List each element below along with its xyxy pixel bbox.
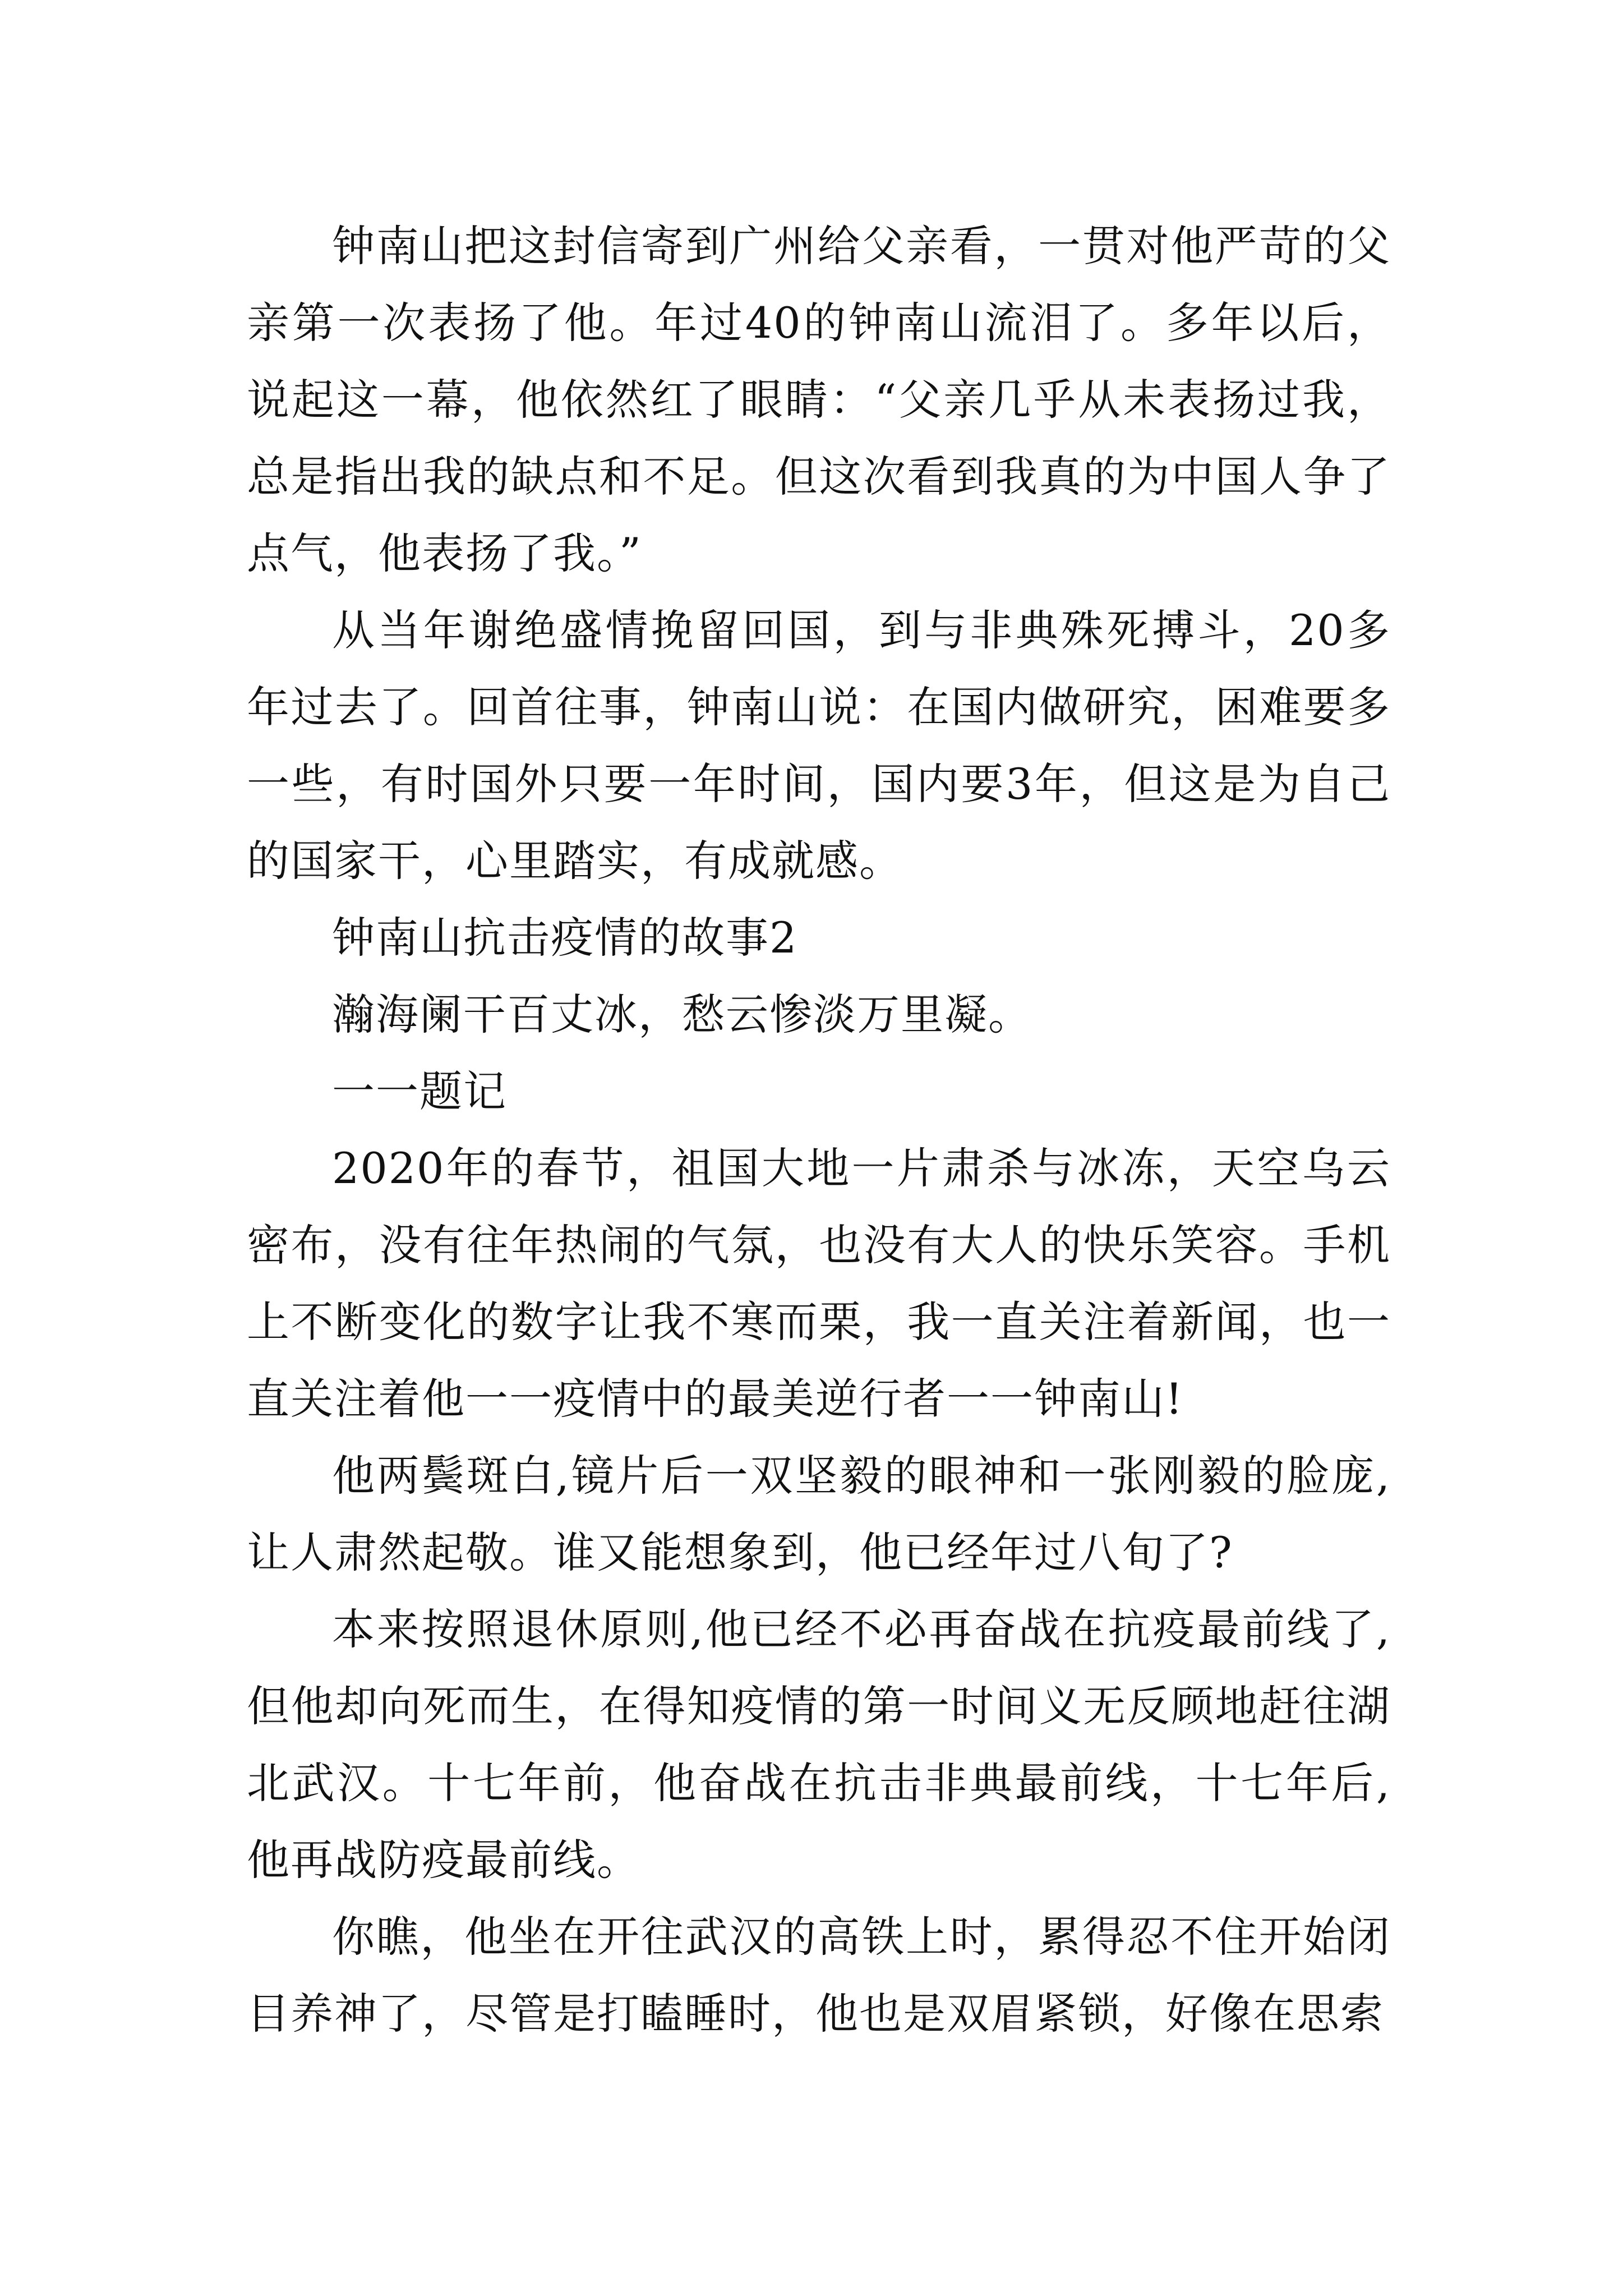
paragraph-letter-to-father: 钟南山把这封信寄到广州给父亲看，一贯对他严苛的父亲第一次表扬了他。年过40的钟南山流泪了。多年以后，说起这一幕，他依然红了眼睛：“父亲几乎从未表扬过我，总是指出我的缺点和不足。但这次看到我真的为中国人争了点气，他表扬了我。” (247, 221, 1391, 578)
paragraph-high-speed-train: 你瞧，他坐在开往武汉的高铁上时，累得忍不住开始闭目养神了，尽管是打瞌睡时，他也是双眉紧锁，好像在思索 (247, 1912, 1391, 2039)
document-body (247, 208, 1391, 2052)
epigraph-verse: 瀚海阑干百丈冰，愁云惨淡万里凝。 (332, 990, 1032, 1039)
paragraph-returning-home: 从当年谢绝盛情挽留回国，到与非典殊死搏斗，20多年过去了。回首往事，钟南山说：在国内做研究，困难要多一些，有时国外只要一年时间，国内要3年，但这是为自己的国家干，心里踏实，有成就感。 (247, 605, 1391, 886)
paragraph-spring-festival: 2020年的春节，祖国大地一片肃杀与冰冻，天空乌云密布，没有往年热闹的气氛，也没有大人的快乐笑容。手机上不断变化的数字让我不寒而栗，我一直关注着新闻，也一直关注着他一一疫情中的最美逆行者一一钟南山! (247, 1143, 1391, 1424)
paragraph-appearance: 他两鬓斑白,镜片后一双坚毅的眼神和一张刚毅的脸庞,让人肃然起敬。谁又能想象到，他已经年过八旬了? (247, 1451, 1391, 1577)
epigraph-attribution: 一一题记 (332, 1066, 507, 1116)
paragraph-front-line: 本来按照退休原则,他已经不必再奋战在抗疫最前线了,但他却向死而生，在得知疫情的第一时间义无反顾地赶往湖北武汉。十七年前，他奋战在抗击非典最前线，十七年后,他再战防疫最前线。 (247, 1604, 1391, 1885)
section-title: 钟南山抗击疫情的故事2 (332, 913, 798, 963)
